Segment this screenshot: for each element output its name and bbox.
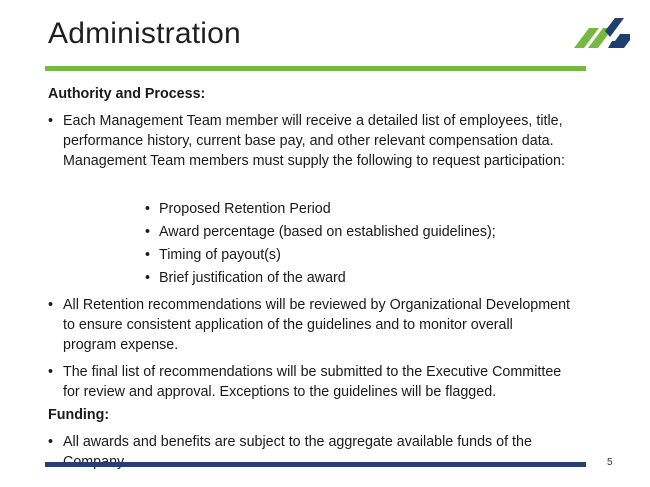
bullet-dot: • — [48, 113, 54, 129]
bullet-dot: • — [145, 247, 151, 263]
bullet-line: to ensure consistent application of the guidelines and to monitor overall — [63, 317, 513, 333]
bullet-line: Each Management Team member will receive a detailed list of employees, title, — [63, 113, 563, 129]
bullet-line: Management Team members must supply the following to request participation: — [63, 153, 565, 169]
bullet-dot: • — [48, 434, 54, 450]
bullet-line: for review and approval. Exceptions to the guidelines will be flagged. — [63, 384, 497, 400]
bullet-line: performance history, current base pay, and other relevant compensation data. — [63, 133, 554, 149]
sub-bullet-retention-period: • Proposed Retention Period — [145, 201, 331, 217]
bullet-dot: • — [145, 224, 151, 240]
bullet-review — [48, 295, 608, 355]
sub-bullet-timing-payout: • Timing of payout(s) — [145, 247, 281, 263]
bullet-line: All awards and benefits are subject to the aggregate available funds of the — [63, 434, 532, 450]
bullet-line: All Retention recommendations will be reviewed by Organizational Development — [63, 297, 571, 313]
slide-title: Administration — [48, 17, 241, 50]
sub-bullet-award-percentage: • Award percentage (based on established guidelines); — [145, 224, 496, 240]
section-heading-funding: Funding: — [48, 407, 110, 423]
bullet-executive-committee — [48, 362, 608, 402]
section-heading-authority: Authority and Process: — [48, 86, 206, 102]
company-logo-icon — [574, 14, 632, 50]
footer-divider — [45, 462, 586, 467]
bullet-management-list — [48, 111, 608, 192]
bullet-line: The final list of recommendations will be submitted to the Executive Committee — [63, 364, 562, 380]
sub-bullet-justification: • Brief justification of the award — [145, 270, 346, 286]
slide-body — [48, 84, 608, 479]
page-number: 5 — [607, 457, 613, 468]
bullet-dot: • — [48, 364, 54, 380]
bullet-dot: • — [48, 297, 54, 313]
bullet-dot: • — [145, 270, 151, 286]
bullet-line: program expense. — [63, 337, 179, 353]
title-divider — [45, 66, 586, 71]
bullet-dot: • — [145, 201, 151, 217]
